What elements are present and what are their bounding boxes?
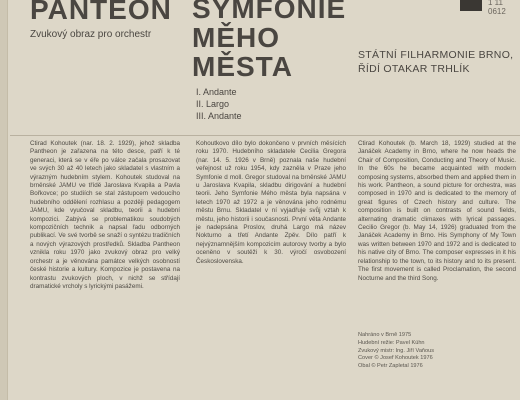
title-panteon: PANTEON xyxy=(30,0,172,25)
title-line: MĚHO xyxy=(192,22,280,53)
title-line: SYMFONIE xyxy=(192,0,347,24)
label-logo-block xyxy=(460,0,482,11)
orchestra-line: STÁTNÍ FILHARMONIE BRNO, xyxy=(358,49,514,61)
subtitle-panteon: Zvukový obraz pro orchestr xyxy=(30,29,152,40)
liner-notes-text: Ctirad Kohoutek (b. March 18, 1929) studied at the Janáček Academy in Brno, where he now heads the Chair of Composition, Conducting and Theory of Music. In the 60s he became acquainted with modern composing systems, absorbed them and applied them in his work. Pantheon, a sound picture for orchestra, was composed in 1970 and is dedicated to the memory of great figures of Czech history and culture. The composition is built on contrasts of sound fields, alternating dramatic climaxes with lyrical passages. Cecilio Gregor (b. May 14, 1926) graduated from the Janáček Academy in Brno. His Symphony of My Town was written between 1970 and 1972 and is dedicated to his native city of Brno. The composer expresses in it his relationship to the town, to its history and to its present. The first movement is called Proclamation, the second Nocturne and the third Song. xyxy=(358,140,516,282)
divider-rule xyxy=(10,135,520,136)
credit-line: Hudební režie: Pavel Kühn xyxy=(358,339,425,346)
movement-item: III. Andante xyxy=(196,111,242,121)
liner-notes-text: Kohoutkovo dílo bylo dokončeno v prvních měsících roku 1970. Hudebního skladatele Cecilia Gregora (nar. 14. 5. 1926 v Brně) poznala naše hudební veřejnost už roku 1954, kdy zazněla v Praze jeho Symfonie d moll. Gregor studoval na brněnské JAMU u Jaroslava Kvapila, skladbu dirigování a hudební teorii. Jeho Symfonie Mého města byla napsána v letech 1970 až 1972 a je věnována jeho rodnému městu Brnu. Skladatel v ní vyjadřuje svůj vztah k městu, jeho historii i současnosti. První věta Andante je nadepsána Proslov, druhá Largo má název Nokturno a třetí Andante Zpěv. Dílo patří k nejvýznamnějším kompozicím autorovy tvorby a bylo oceněno v soutěži k 30. výročí osvobození Československa. xyxy=(196,140,346,265)
liner-notes-column-2 xyxy=(196,140,346,266)
liner-notes-text: Ctirad Kohoutek (nar. 18. 2. 1929), jehož skladba Pantheon je zařazena na této desce, patří k té generaci, která se v éře po válce začala prosazovat ve svých 30 až 40 letech jako skladatel s vlastním a výrazným hudebním stylem. Kohoutek studoval na brněnské JAMU ve třídě Jaroslava Kvapila a Pavla Bořkovce; po studiích se stal zástupcem vedoucího hudebního oddělení rozhlasu a později pedagogem JAMU, kde vyučoval skladbu, teorii a hudební kompozici. Zabývá se problematikou soudobých kompozičních technik a napsal řadu odborných publikací. Ve své tvorbě se snaží o syntézu tradičních a nových výrazových prostředků. Skladba Pantheon vznikla roku 1970 jako zvukový obraz pro velký orchestr a je věnována památce velkých osobností české historie a kultury. Kompozice je postavena na kontrastu zvukových ploch, v nichž se střídají dramatické vrcholy s lyrickými pasážemi. xyxy=(30,140,180,290)
movement-item: II. Largo xyxy=(196,99,230,109)
orchestra-line: ŘÍDÍ OTAKAR TRHLÍK xyxy=(358,63,470,75)
credit-line: Cover © Josef Kohoutek 1976 xyxy=(358,355,433,362)
sleeve-edge xyxy=(0,0,8,400)
credit-line: Obal © Petr Zapletal 1976 xyxy=(358,363,423,370)
liner-notes-column-3-english xyxy=(358,140,516,283)
production-credits xyxy=(358,332,434,371)
movements-list xyxy=(196,86,242,122)
liner-notes-column-1 xyxy=(30,140,180,291)
movement-item: I. Andante xyxy=(196,87,237,97)
title-symfonie xyxy=(192,0,346,81)
credit-line: Zvukový mistr: Ing. Jiří Vaňous xyxy=(358,347,435,354)
title-line: MĚSTA xyxy=(192,51,293,82)
orchestra-credit xyxy=(358,48,513,76)
catalog-number: 1 11 0612 xyxy=(488,0,506,16)
credit-line: Nahráno v Brně 1975 xyxy=(358,332,412,338)
